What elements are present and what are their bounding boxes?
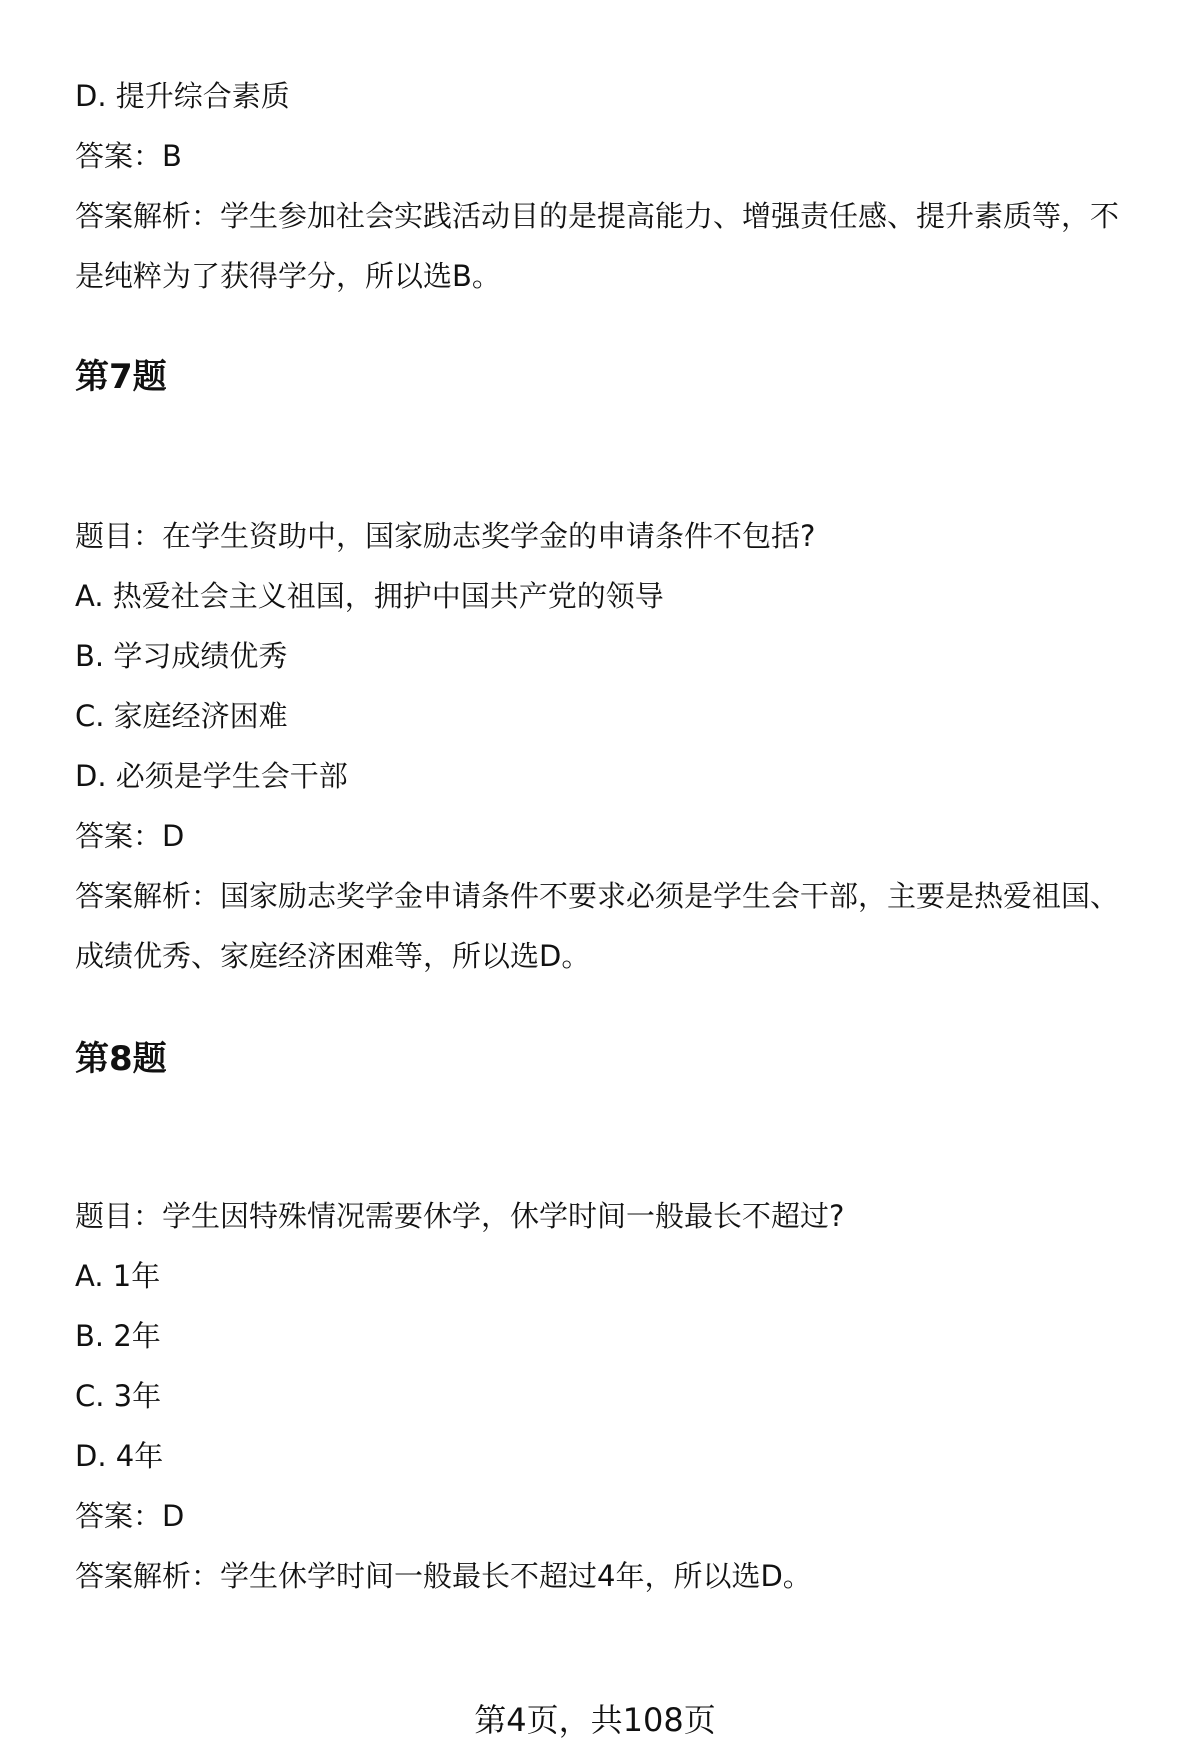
q8-heading: 第8题 [75,1039,167,1079]
q8-option-d: D. 4年 [75,1439,164,1473]
q7-explanation-line-2: 成绩优秀、家庭经济困难等，所以选D。 [75,939,591,973]
q8-option-b: B. 2年 [75,1319,161,1353]
q8-question: 题目：学生因特殊情况需要休学，休学时间一般最长不超过? [75,1199,845,1233]
q7-option-d: D. 必须是学生会干部 [75,759,348,793]
q7-option-c: C. 家庭经济困难 [75,699,288,733]
prev-option-d: D. 提升综合素质 [75,79,290,113]
prev-explanation-line-1: 答案解析：学生参加社会实践活动目的是提高能力、增强责任感、提升素质等，不 [75,199,1120,233]
q7-option-b: B. 学习成绩优秀 [75,639,288,673]
q8-option-c: C. 3年 [75,1379,162,1413]
q7-question: 题目：在学生资助中，国家励志奖学金的申请条件不包括? [75,519,816,553]
q8-answer: 答案：D [75,1499,185,1533]
q8-option-a: A. 1年 [75,1259,161,1293]
q7-answer: 答案：D [75,819,185,853]
q7-heading: 第7题 [75,357,167,397]
page-indicator: 第4页，共108页 [474,1701,716,1739]
q8-explanation: 答案解析：学生休学时间一般最长不超过4年，所以选D。 [75,1559,812,1593]
prev-answer: 答案：B [75,139,182,173]
q7-option-a: A. 热爱社会主义祖国，拥护中国共产党的领导 [75,579,664,613]
prev-explanation-line-2: 是纯粹为了获得学分，所以选B。 [75,259,501,293]
q7-explanation-line-1: 答案解析：国家励志奖学金申请条件不要求必须是学生会干部，主要是热爱祖国、 [75,879,1120,913]
